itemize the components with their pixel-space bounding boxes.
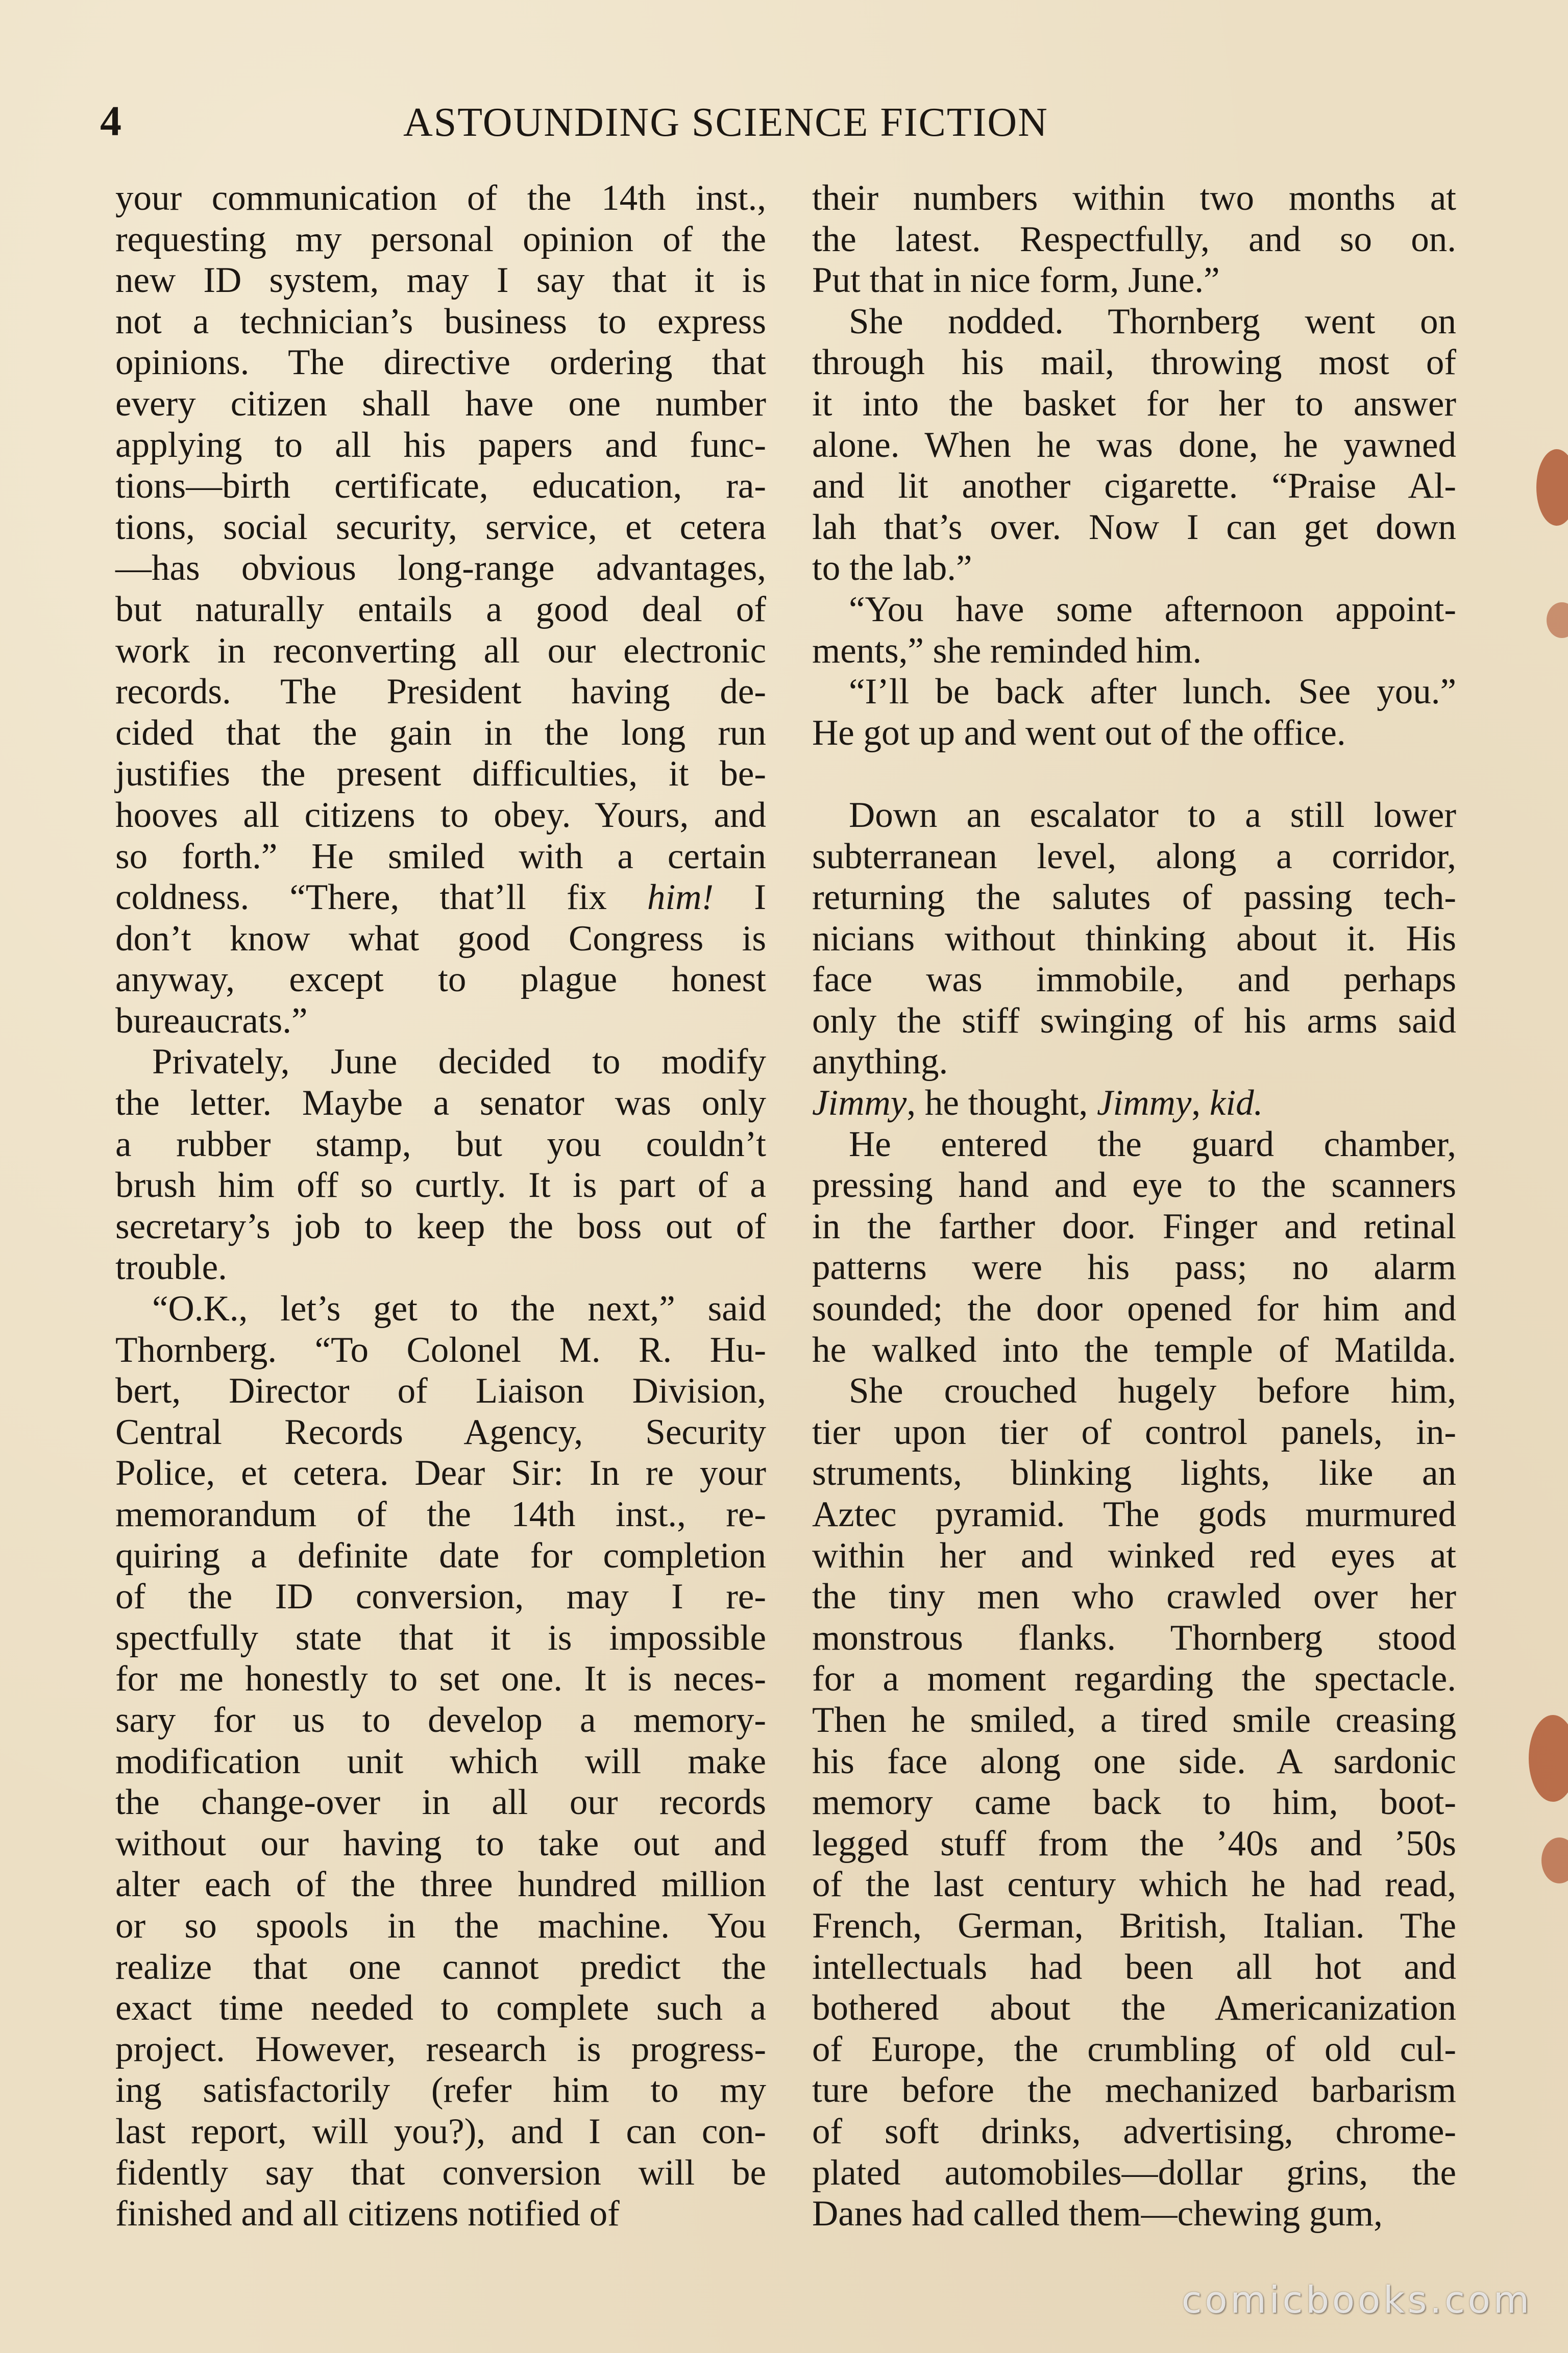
text-line: Down an escalator to a still lower [849, 795, 1456, 835]
text-line: She nodded. Thornberg went on [849, 301, 1456, 341]
text-line: of the last century which he had read, [812, 1865, 1456, 1905]
text-line: legged stuff from the ’40s and ’50s [812, 1823, 1456, 1864]
text-line: their numbers within two months at [812, 178, 1456, 218]
text-line: subterranean level, along a corridor, [812, 836, 1456, 876]
text-line: “O.K., let’s get to the next,” said [152, 1289, 766, 1329]
text-line: pressing hand and eye to the scanners [812, 1165, 1456, 1206]
text-line: the tiny men who crawled over her [812, 1577, 1456, 1617]
text-line: cided that the gain in the long run [115, 713, 766, 753]
text-line: for me honestly to set one. It is neces- [115, 1659, 766, 1699]
text-line: through his mail, throwing most of [812, 342, 1456, 383]
text-line: hooves all citizens to obey. Yours, and [115, 795, 766, 835]
text-line: for a moment regarding the spectacle. [812, 1659, 1456, 1699]
text-line: justifies the present difficulties, it be- [115, 754, 766, 794]
text-line: patterns were his pass; no alarm [812, 1247, 1456, 1288]
text-line: requesting my personal opinion of the [115, 219, 766, 259]
text-line: Jimmy, he thought, Jimmy, kid. [812, 1083, 1263, 1123]
text-line: —has obvious long-range advantages, [115, 548, 766, 589]
text-line: fidently say that conversion will be [115, 2152, 766, 2193]
text-line: “You have some afternoon appoint- [849, 589, 1456, 629]
text-line: Central Records Agency, Security [115, 1412, 766, 1452]
text-line: nicians without thinking about it. His [812, 918, 1456, 959]
text-line: lah that’s over. Now I can get down [812, 507, 1456, 547]
text-line: exact time needed to complete such a [115, 1988, 766, 2028]
text-line: face was immobile, and perhaps [812, 960, 1456, 1000]
text-line: tier upon tier of control panels, in- [812, 1412, 1456, 1452]
text-line: Thornberg. “To Colonel M. R. Hu- [115, 1330, 766, 1370]
text-line: French, German, British, Italian. The [812, 1905, 1456, 1946]
text-line: of the ID conversion, may I re- [115, 1577, 766, 1617]
paper-stain [1536, 449, 1568, 526]
text-line: Danes had called them—chewing gum, [812, 2194, 1383, 2234]
text-line: so forth.” He smiled with a certain [115, 836, 766, 876]
text-line: it into the basket for her to answer [812, 383, 1456, 424]
text-line: ture before the mechanized barbarism [812, 2070, 1456, 2111]
text-line: memory came back to him, boot- [812, 1782, 1456, 1823]
text-line: he walked into the temple of Matilda. [812, 1330, 1456, 1370]
text-line: records. The President having de- [115, 672, 766, 712]
text-line: spectfully state that it is impossible [115, 1617, 766, 1658]
text-line: memorandum of the 14th inst., re- [115, 1494, 766, 1534]
text-line: intellectuals had been all hot and [812, 1947, 1456, 1987]
text-line: secretary’s job to keep the boss out of [115, 1206, 766, 1246]
text-line: He got up and went out of the office. [812, 713, 1346, 753]
text-line: tions—birth certificate, education, ra- [115, 466, 766, 506]
text-line: of Europe, the crumbling of old cul- [812, 2029, 1456, 2069]
text-line: not a technician’s business to express [115, 301, 766, 341]
text-column-left [115, 178, 766, 2235]
text-line: brush him off so curtly. It is part of a [115, 1165, 766, 1206]
text-line: in the farther door. Finger and retinal [812, 1206, 1456, 1246]
text-line: alone. When he was done, he yawned [812, 425, 1456, 465]
text-line: and lit another cigarette. “Praise Al- [812, 466, 1456, 506]
text-line: Put that in nice form, June.” [812, 260, 1220, 301]
text-line: ments,” she reminded him. [812, 630, 1202, 671]
text-line: trouble. [115, 1247, 227, 1288]
text-line: of soft drinks, advertising, chrome- [812, 2111, 1456, 2151]
text-line: every citizen shall have one number [115, 383, 766, 424]
text-line: opinions. The directive ordering that [115, 342, 766, 383]
text-line: anything. [812, 1042, 948, 1082]
text-line: the change-over in all our records [115, 1782, 766, 1823]
text-line: last report, will you?), and I can con- [115, 2111, 766, 2151]
watermark: comicbooks.com [1181, 2278, 1532, 2321]
text-line: tions, social security, service, et cetera [115, 507, 766, 547]
text-line: “I’ll be back after lunch. See you.” [849, 672, 1456, 712]
text-line: Then he smiled, a tired smile creasing [812, 1700, 1456, 1740]
text-line: alter each of the three hundred million [115, 1865, 766, 1905]
text-line: She crouched hugely before him, [849, 1371, 1456, 1411]
paper-stain [1547, 602, 1568, 638]
text-line: his face along one side. A sardonic [812, 1741, 1456, 1781]
text-line: modification unit which will make [115, 1741, 766, 1781]
text-line: your communication of the 14th inst., [115, 178, 766, 218]
text-line: finished and all citizens notified of [115, 2194, 620, 2234]
text-line: Police, et cetera. Dear Sir: In re your [115, 1453, 766, 1493]
text-line: the latest. Respectfully, and so on. [812, 219, 1456, 259]
text-line: anyway, except to plague honest [115, 960, 766, 1000]
text-column-right [812, 178, 1456, 2235]
text-line: quiring a definite date for completion [115, 1535, 766, 1576]
text-line: He entered the guard chamber, [849, 1124, 1456, 1164]
text-line: sounded; the door opened for him and [812, 1289, 1456, 1329]
text-line: struments, blinking lights, like an [812, 1453, 1456, 1493]
running-head: ASTOUNDING SCIENCE FICTION [403, 100, 1048, 145]
text-line: realize that one cannot predict the [115, 1947, 766, 1987]
text-line: bureaucrats.” [115, 1000, 308, 1041]
text-line: returning the salutes of passing tech- [812, 877, 1456, 918]
paper-stain [1529, 1715, 1568, 1802]
text-line: work in reconverting all our electronic [115, 630, 766, 671]
text-line: don’t know what good Congress is [115, 918, 766, 959]
text-line: or so spools in the machine. You [115, 1905, 766, 1946]
text-line: bothered about the Americanization [812, 1988, 1456, 2028]
text-line: coldness. “There, that’ll fix him! I [115, 877, 766, 918]
text-line: to the lab.” [812, 548, 972, 589]
text-line: only the stiff swinging of his arms said [812, 1000, 1456, 1041]
text-line: the letter. Maybe a senator was only [115, 1083, 766, 1123]
text-line: within her and winked red eyes at [812, 1535, 1456, 1576]
text-line: sary for us to develop a memory- [115, 1700, 766, 1740]
text-line: Privately, June decided to modify [152, 1042, 766, 1082]
text-line [812, 753, 1456, 795]
text-line: monstrous flanks. Thornberg stood [812, 1617, 1456, 1658]
page-number: 4 [100, 97, 121, 145]
text-line: but naturally entails a good deal of [115, 589, 766, 629]
text-line: plated automobiles—dollar grins, the [812, 2152, 1456, 2193]
text-line: bert, Director of Liaison Division, [115, 1371, 766, 1411]
text-line: Aztec pyramid. The gods murmured [812, 1494, 1456, 1534]
text-line: ing satisfactorily (refer him to my [115, 2070, 766, 2111]
text-line: new ID system, may I say that it is [115, 260, 766, 301]
text-line: without our having to take out and [115, 1823, 766, 1864]
text-line: a rubber stamp, but you couldn’t [115, 1124, 766, 1164]
text-line: project. However, research is progress- [115, 2029, 766, 2069]
text-line: applying to all his papers and func- [115, 425, 766, 465]
paper-stain [1541, 1837, 1568, 1883]
